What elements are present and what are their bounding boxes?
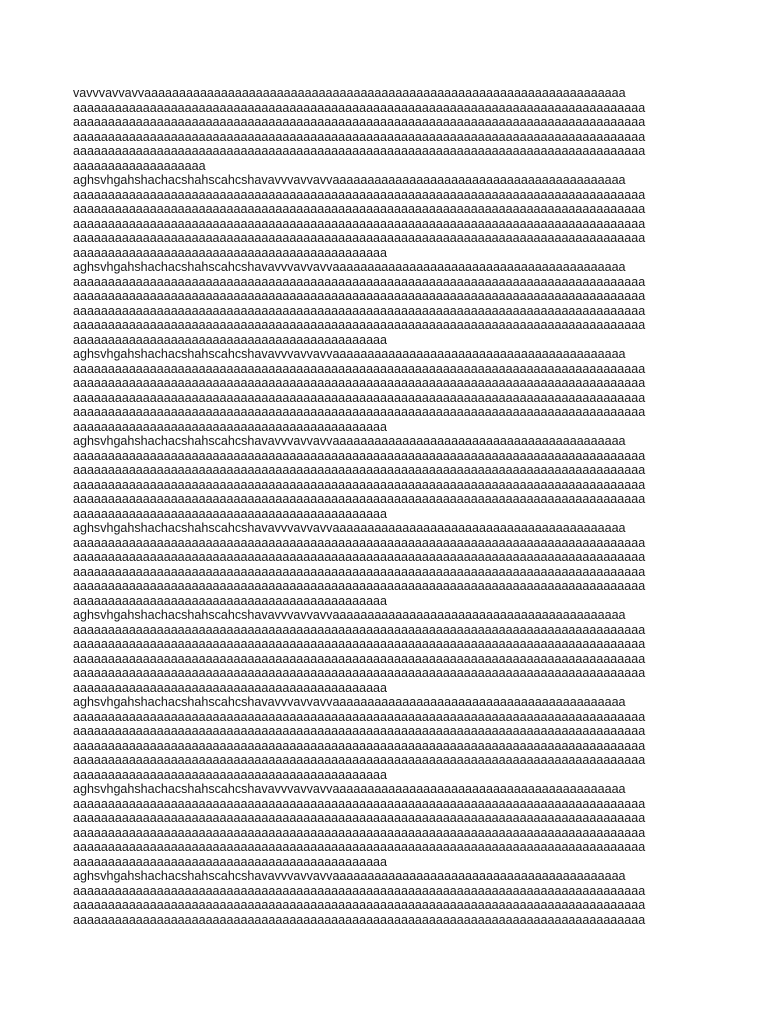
text-line: aaaaaaaaaaaaaaaaaaaaaaaaaaaaaaaaaaaaaaaaaaaaaaaaaaaaaaaaaaaaaaaaaaaaaaaaaaaaaaaaaa [73,709,646,724]
text-line: aaaaaaaaaaaaaaaaaaaaaaaaaaaaaaaaaaaaaaaaaaaaaaaaaaaaaaaaaaaaaaaaaaaaaaaaaaaaaaaaaa [73,883,646,898]
text-line: aaaaaaaaaaaaaaaaaaaaaaaaaaaaaaaaaaaaaaaaaaaaaaaaaaaaaaaaaaaaaaaaaaaaaaaaaaaaaaaaaa [73,738,646,753]
text-line: aaaaaaaaaaaaaaaaaaaaaaaaaaaaaaaaaaaaaaaaaaaaaaaaaaaaaaaaaaaaaaaaaaaaaaaaaaaaaaaaaa [73,811,646,825]
text-line: aaaaaaaaaaaaaaaaaaaaaaaaaaaaaaaaaaaaaaaaaaaaaaaaaaaaaaaaaaaaaaaaaaaaaaaaaaaaaaaaaa [73,535,646,550]
text-line: aaaaaaaaaaaaaaaaaaaaaaaaaaaaaaaaaaaaaaaaaaaaaaaaaaaaaaaaaaaaaaaaaaaaaaaaaaaaaaaaaa [73,724,646,738]
text-line: aaaaaaaaaaaaaaaaaaaaaaaaaaaaaaaaaaaaaaaaaaaaaaaaaaaaaaaaaaaaaaaaaaaaaaaaaaaaaaaaaa [73,187,646,202]
text-line: aaaaaaaaaaaaaaaaaaaaaaaaaaaaaaaaaaaaaaaaaaaaaaaaaaaaaaaaaaaaaaaaaaaaaaaaaaaaaaaaaa [73,448,646,463]
text-line: aaaaaaaaaaaaaaaaaaaaaaaaaaaaaaaaaaaaaaaaaaaaaaaaaaaaaaaaaaaaaaaaaaaaaaaaaaaaaaaaaa [73,912,646,927]
text-line: aaaaaaaaaaaaaaaaaaaaaaaaaaaaaaaaaaaaaaaaaaaaaaaaaaaaaaaaaaaaaaaaaaaaaaaaaaaaaaaaaa [73,550,646,564]
text-line: aghsvhgahshachacshahscahcshavavvvavvavvaaaaaaaaaaaaaaaaaaaaaaaaaaaaaaaaaaaaaaaaaa [73,173,626,187]
text-line: aaaaaaaaaaaaaaaaaaaaaaaaaaaaaaaaaaaaaaaaaaaaaaaaaaaaaaaaaaaaaaaaaaaaaaaaaaaaaaaaaa [73,303,646,318]
text-line: aaaaaaaaaaaaaaaaaaaaaaaaaaaaaaaaaaaaaaaaaaaaaaaaaaaaaaaaaaaaaaaaaaaaaaaaaaaaaaaaaa [73,361,646,376]
text-line: aaaaaaaaaaaaaaaaaaaaaaaaaaaaaaaaaaaaaaaaaaaaaaaaaaaaaaaaaaaaaaaaaaaaaaaaaaaaaaaaaa [73,115,646,129]
text-line: aaaaaaaaaaaaaaaaaaaaaaaaaaaaaaaaaaaaaaaaaaaaaaaaaaaaaaaaaaaaaaaaaaaaaaaaaaaaaaaaaa [73,318,646,332]
text-line: aghsvhgahshachacshahscahcshavavvvavvavvaaaaaaaaaaaaaaaaaaaaaaaaaaaaaaaaaaaaaaaaaa [73,521,626,535]
text-line: vavvvavvavvaaaaaaaaaaaaaaaaaaaaaaaaaaaaaaaaaaaaaaaaaaaaaaaaaaaaaaaaaaaaaaaaaaaaa [73,86,626,100]
text-line: aaaaaaaaaaaaaaaaaaaaaaaaaaaaaaaaaaaaaaaaaaaaaaaaaaaaaaaaaaaaaaaaaaaaaaaaaaaaaaaaaa [73,463,646,477]
text-line: aaaaaaaaaaaaaaaaaaaaaaaaaaaaaaaaaaaaaaaaaaaaaaaaaaaaaaaaaaaaaaaaaaaaaaaaaaaaaaaaaa [73,231,646,245]
text-line: aghsvhgahshachacshahscahcshavavvvavvavvaaaaaaaaaaaaaaaaaaaaaaaaaaaaaaaaaaaaaaaaaa [73,260,626,274]
text-line: aaaaaaaaaaaaaaaaaaaaaaaaaaaaaaaaaaaaaaaaaaaaaaaaaaaaaaaaaaaaaaaaaaaaaaaaaaaaaaaaaa [73,390,646,405]
text-line: aaaaaaaaaaaaaaaaaaaaaaaaaaaaaaaaaaaaaaaaaaaaaaaaaaaaaaaaaaaaaaaaaaaaaaaaaaaaaaaaaa [73,637,646,651]
text-line: aaaaaaaaaaaaaaaaaaaaaaaaaaaaaaaaaaaaaaaaaaaaaaaaaaaaaaaaaaaaaaaaaaaaaaaaaaaaaaaaaa [73,840,646,854]
text-line: aaaaaaaaaaaaaaaaaaaaaaaaaaaaaaaaaaaaaaaaaaaaa [73,854,388,869]
text-line: aaaaaaaaaaaaaaaaaaaaaaaaaaaaaaaaaaaaaaaaaaaaa [73,245,388,260]
text-line: aaaaaaaaaaaaaaaaaaaaaaaaaaaaaaaaaaaaaaaaaaaaaaaaaaaaaaaaaaaaaaaaaaaaaaaaaaaaaaaaaa [73,898,646,912]
text-line: aaaaaaaaaaaaaaaaaaaaaaaaaaaaaaaaaaaaaaaaaaaaaaaaaaaaaaaaaaaaaaaaaaaaaaaaaaaaaaaaaa [73,202,646,216]
text-line: aaaaaaaaaaaaaaaaaaaaaaaaaaaaaaaaaaaaaaaaaaaaaaaaaaaaaaaaaaaaaaaaaaaaaaaaaaaaaaaaaa [73,492,646,506]
text-line: aghsvhgahshachacshahscahcshavavvvavvavvaaaaaaaaaaaaaaaaaaaaaaaaaaaaaaaaaaaaaaaaaa [73,608,626,622]
text-line: aaaaaaaaaaaaaaaaaaaaaaaaaaaaaaaaaaaaaaaaaaaaaaaaaaaaaaaaaaaaaaaaaaaaaaaaaaaaaaaaaa [73,289,646,303]
text-line: aaaaaaaaaaaaaaaaaaaaaaaaaaaaaaaaaaaaaaaaaaaaa [73,419,388,434]
text-line: aaaaaaaaaaaaaaaaaaaaaaaaaaaaaaaaaaaaaaaaaaaaaaaaaaaaaaaaaaaaaaaaaaaaaaaaaaaaaaaaaa [73,651,646,666]
text-line: aaaaaaaaaaaaaaaaaaaaaaaaaaaaaaaaaaaaaaaaaaaaaaaaaaaaaaaaaaaaaaaaaaaaaaaaaaaaaaaaaa [73,666,646,680]
text-line: aaaaaaaaaaaaaaaaaaaaaaaaaaaaaaaaaaaaaaaaaaaaaaaaaaaaaaaaaaaaaaaaaaaaaaaaaaaaaaaaaa [73,129,646,144]
text-line: aaaaaaaaaaaaaaaaaaaaaaaaaaaaaaaaaaaaaaaaaaaaaaaaaaaaaaaaaaaaaaaaaaaaaaaaaaaaaaaaaa [73,376,646,390]
text-line: aaaaaaaaaaaaaaaaaaaaaaaaaaaaaaaaaaaaaaaaaaaaaaaaaaaaaaaaaaaaaaaaaaaaaaaaaaaaaaaaaa [73,216,646,231]
text-line: aghsvhgahshachacshahscahcshavavvvavvavvaaaaaaaaaaaaaaaaaaaaaaaaaaaaaaaaaaaaaaaaaa [73,434,626,448]
text-line: aaaaaaaaaaaaaaaaaaaaaaaaaaaaaaaaaaaaaaaaaaaaaaaaaaaaaaaaaaaaaaaaaaaaaaaaaaaaaaaaaa [73,753,646,767]
text-line: aaaaaaaaaaaaaaaaaaaaaaaaaaaaaaaaaaaaaaaaaaaaaaaaaaaaaaaaaaaaaaaaaaaaaaaaaaaaaaaaaa [73,100,646,115]
text-line: aaaaaaaaaaaaaaaaaaaaaaaaaaaaaaaaaaaaaaaaaaaaaaaaaaaaaaaaaaaaaaaaaaaaaaaaaaaaaaaaaa [73,144,646,158]
text-line: aghsvhgahshachacshahscahcshavavvvavvavvaaaaaaaaaaaaaaaaaaaaaaaaaaaaaaaaaaaaaaaaaa [73,782,626,796]
text-line: aghsvhgahshachacshahscahcshavavvvavvavvaaaaaaaaaaaaaaaaaaaaaaaaaaaaaaaaaaaaaaaaaa [73,695,626,709]
text-line: aaaaaaaaaaaaaaaaaaaaaaaaaaaaaaaaaaaaaaaaaaaaaaaaaaaaaaaaaaaaaaaaaaaaaaaaaaaaaaaaaa [73,405,646,419]
text-line: aaaaaaaaaaaaaaaaaaaaaaaaaaaaaaaaaaaaaaaaaaaaaaaaaaaaaaaaaaaaaaaaaaaaaaaaaaaaaaaaaa [73,274,646,289]
text-line: aaaaaaaaaaaaaaaaaaaaaaaaaaaaaaaaaaaaaaaaaaaaa [73,332,388,347]
text-line: aaaaaaaaaaaaaaaaaaaaaaaaaaaaaaaaaaaaaaaaaaaaaaaaaaaaaaaaaaaaaaaaaaaaaaaaaaaaaaaaaa [73,564,646,579]
text-line: aaaaaaaaaaaaaaaaaaaaaaaaaaaaaaaaaaaaaaaaaaaaaaaaaaaaaaaaaaaaaaaaaaaaaaaaaaaaaaaaaa [73,477,646,492]
text-line: aghsvhgahshachacshahscahcshavavvvavvavvaaaaaaaaaaaaaaaaaaaaaaaaaaaaaaaaaaaaaaaaaa [73,347,626,361]
text-line: aaaaaaaaaaaaaaaaaaaaaaaaaaaaaaaaaaaaaaaaaaaaa [73,593,388,608]
text-line: aaaaaaaaaaaaaaaaaaa [73,158,206,173]
text-line: aaaaaaaaaaaaaaaaaaaaaaaaaaaaaaaaaaaaaaaaaaaaa [73,767,388,782]
text-line: aaaaaaaaaaaaaaaaaaaaaaaaaaaaaaaaaaaaaaaaaaaaa [73,506,388,521]
text-line: aghsvhgahshachacshahscahcshavavvvavvavvaaaaaaaaaaaaaaaaaaaaaaaaaaaaaaaaaaaaaaaaaa [73,869,626,883]
text-line: aaaaaaaaaaaaaaaaaaaaaaaaaaaaaaaaaaaaaaaaaaaaaaaaaaaaaaaaaaaaaaaaaaaaaaaaaaaaaaaaaa [73,825,646,840]
text-line: aaaaaaaaaaaaaaaaaaaaaaaaaaaaaaaaaaaaaaaaaaaaaaaaaaaaaaaaaaaaaaaaaaaaaaaaaaaaaaaaaa [73,579,646,593]
document-body-text [73,86,713,927]
text-line: aaaaaaaaaaaaaaaaaaaaaaaaaaaaaaaaaaaaaaaaaaaaaaaaaaaaaaaaaaaaaaaaaaaaaaaaaaaaaaaaaa [73,622,646,637]
text-line: aaaaaaaaaaaaaaaaaaaaaaaaaaaaaaaaaaaaaaaaaaaaaaaaaaaaaaaaaaaaaaaaaaaaaaaaaaaaaaaaaa [73,796,646,811]
text-line: aaaaaaaaaaaaaaaaaaaaaaaaaaaaaaaaaaaaaaaaaaaaa [73,680,388,695]
